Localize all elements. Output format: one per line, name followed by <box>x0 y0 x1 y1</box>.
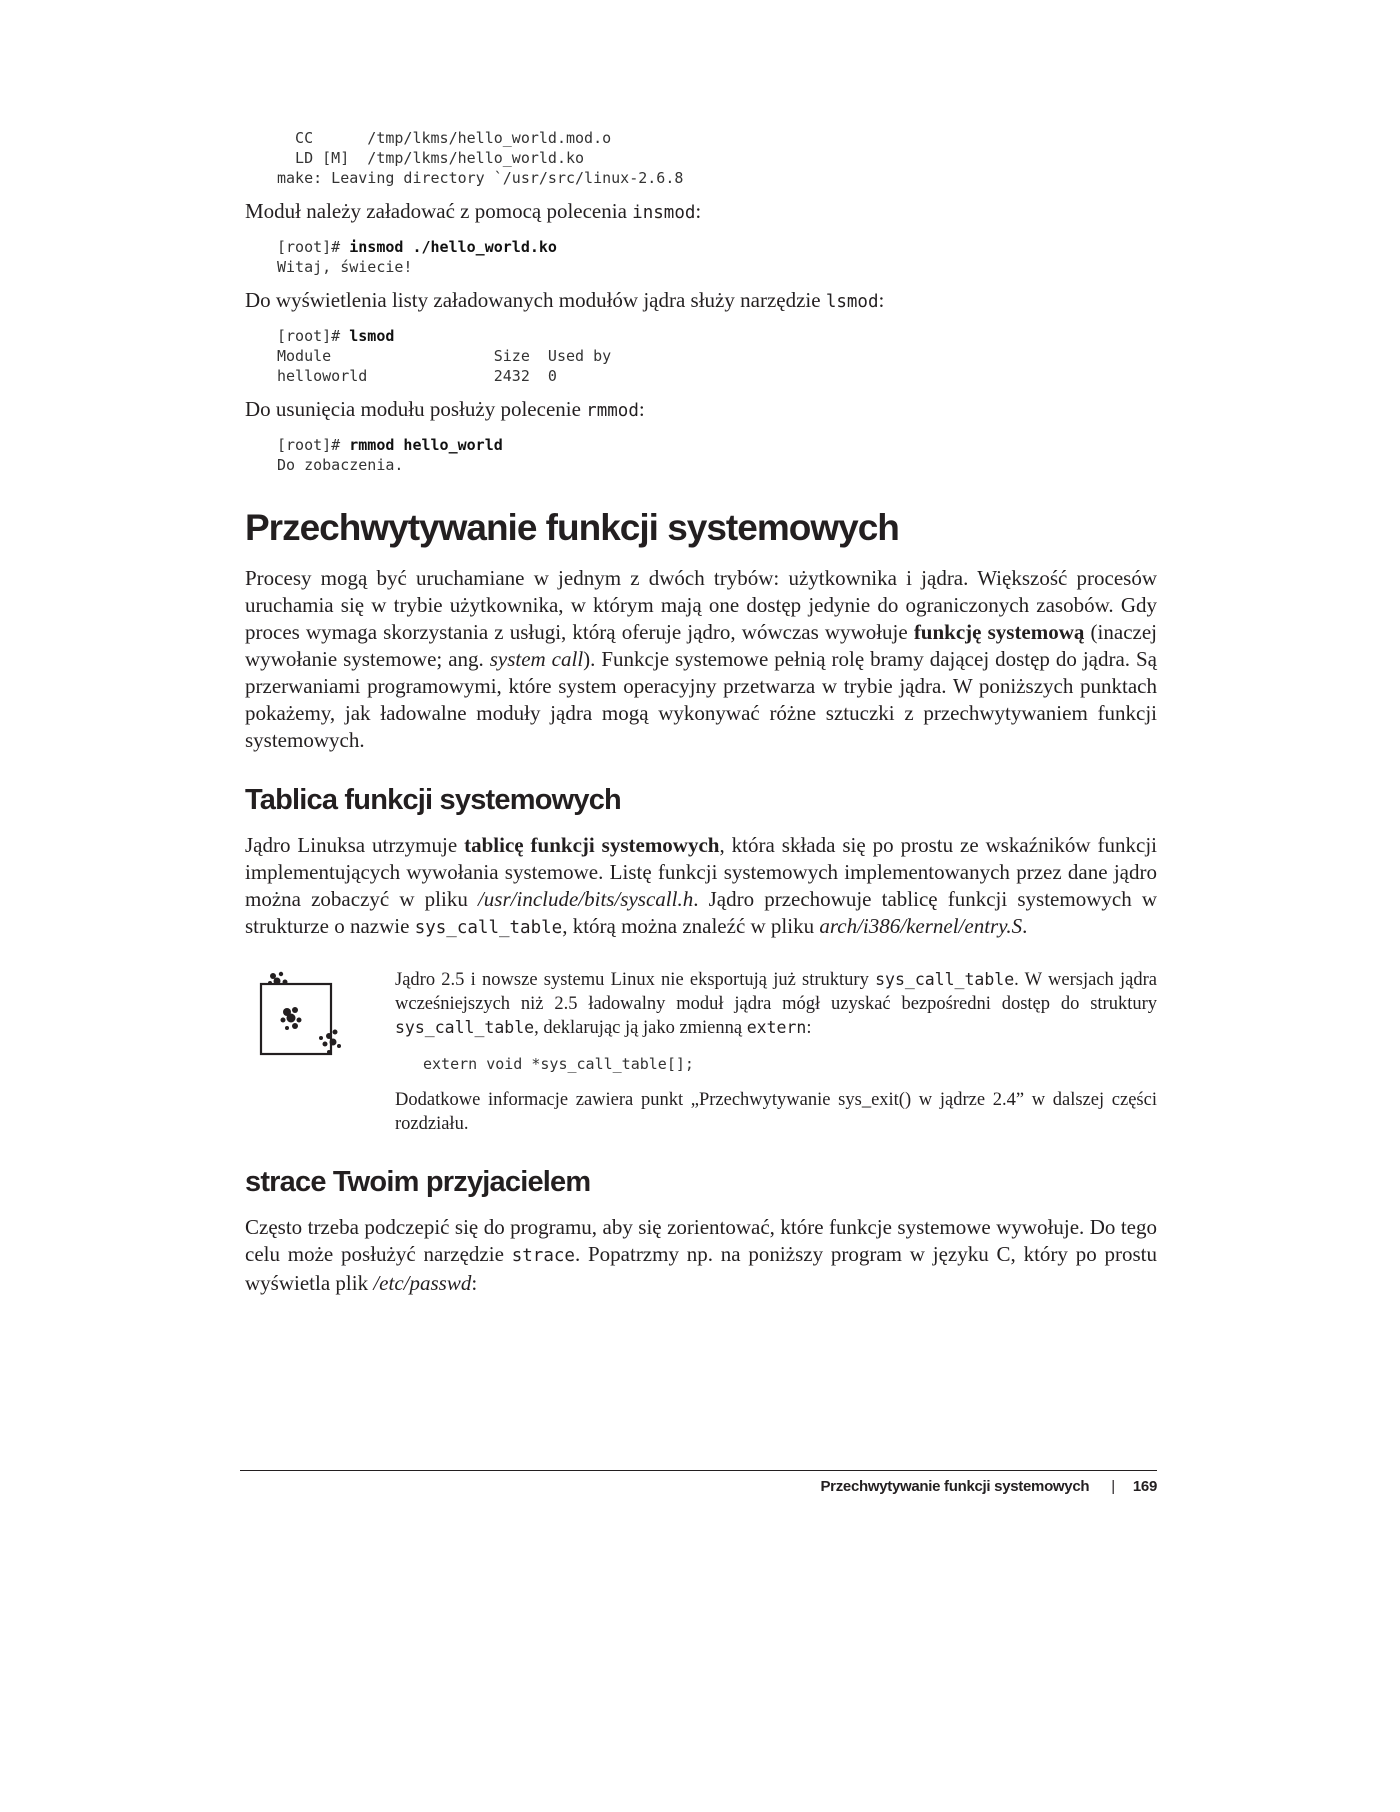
inline-code: sys_call_table <box>414 918 563 938</box>
inline-code: sys_call_table <box>875 970 1015 989</box>
paragraph-strace <box>245 1214 1157 1297</box>
code-line: extern void *sys_call_table[]; <box>423 1055 694 1073</box>
text: : <box>695 199 702 223</box>
text: . W wersjach jądra wcześniejszych niż 2.5 ładowalny moduł jądra mógł uzyskać bezpośredni dostęp do struktury <box>395 970 1157 1014</box>
code-output: Module Size Used by <box>277 347 612 365</box>
text: ). Funkcje systemowe pełnią rolę bramy dającej dostęp do jądra. Są przerwaniami programowymi, które system operacyjny przetwarza w trybie jądra. W poniższych punktach pokażemy, jak ładowalne moduły jądra mogą wykonywać różne sztuczki z przechwytywaniem funkcji systemowych. <box>245 647 1158 752</box>
inline-code: rmmod <box>586 401 639 421</box>
italic-term: system call <box>489 647 584 671</box>
prompt: [root]# <box>277 238 350 256</box>
prompt: [root]# <box>277 327 350 345</box>
text: Jądro Linuksa utrzymuje <box>245 833 465 857</box>
text: , deklarując ją jako zmienną <box>534 1018 747 1038</box>
page-content <box>245 128 1157 1297</box>
code-line: LD [M] /tmp/lkms/hello_world.ko <box>277 149 585 167</box>
bold-term: tablicę funkcji systemowych <box>464 833 720 857</box>
text: Do wyświetlenia listy załadowanych modułów jądra służy narzędzie <box>245 288 826 312</box>
running-title: Przechwytywanie funkcji systemowych <box>820 1478 1090 1495</box>
text: Jądro 2.5 i nowsze systemu Linux nie eksportują już struktury <box>395 970 876 990</box>
footer-separator: | <box>1111 1478 1115 1495</box>
file-path: arch/i386/kernel/entry.S <box>819 914 1023 938</box>
code-block-rmmod <box>245 435 1157 475</box>
inline-code: strace <box>511 1246 575 1266</box>
paragraph-lsmod-intro <box>245 287 1157 316</box>
subsection-title: Tablica funkcji systemowych <box>245 784 621 816</box>
tarsier-warning-icon <box>259 968 359 1068</box>
text: . <box>1022 914 1028 938</box>
note-box <box>245 968 1157 1136</box>
page-number: 169 <box>1132 1478 1157 1495</box>
text: , którą można znaleźć w pliku <box>562 914 820 938</box>
text: Do usunięcia modułu posłuży polecenie <box>245 397 587 421</box>
paragraph-insmod-intro <box>245 198 1157 227</box>
paragraph-syscall-table <box>245 832 1157 942</box>
inline-code: sys_call_table <box>395 1018 535 1037</box>
text: : <box>471 1271 478 1295</box>
command: lsmod <box>349 327 395 345</box>
text: , która składa się po prostu ze wskaźników funkcji implementujących wywołania systemowe. Listę funkcji systemowych implementowanych przez dane jądro można zobaczyć w pliku <box>245 833 1158 911</box>
bold-term: funkcję systemową <box>913 620 1085 644</box>
text: Moduł należy załadować z pomocą polecenia <box>245 199 633 223</box>
prompt: [root]# <box>277 436 350 454</box>
code-line: CC /tmp/lkms/hello_world.mod.o <box>277 129 612 147</box>
subsection-title: strace Twoim przyjacielem <box>245 1166 591 1198</box>
paragraph-syscalls-intro <box>245 565 1157 754</box>
command: insmod ./hello_world.ko <box>349 238 557 256</box>
code-block-extern <box>395 1054 1157 1074</box>
footer-rule <box>240 1470 1157 1471</box>
code-line: make: Leaving directory `/usr/src/linux-2.6.8 <box>277 169 684 187</box>
code-output: Do zobaczenia. <box>277 456 404 474</box>
text: : <box>878 288 885 312</box>
text: . Jądro przechowuje tablicę funkcji systemowych w strukturze o nazwie <box>245 887 1157 938</box>
text: . Popatrzmy np. na poniższy program w języku C, który po prostu wyświetla plik <box>245 1242 1157 1295</box>
code-output: Witaj, świecie! <box>277 258 413 276</box>
code-block-lsmod <box>245 326 1157 386</box>
code-output: helloworld 2432 0 <box>277 367 557 385</box>
code-block-insmod <box>245 237 1157 277</box>
text: (inaczej wywołanie systemowe; ang. <box>245 620 1157 671</box>
command: rmmod hello_world <box>349 436 503 454</box>
note-paragraph <box>395 968 1157 1040</box>
section-title: Przechwytywanie funkcji systemowych <box>245 507 899 548</box>
file-path: /etc/passwd <box>373 1271 472 1295</box>
footer-text <box>240 1478 1157 1495</box>
text: Procesy mogą być uruchamiane w jednym z dwóch trybów: użytkownika i jądra. Większość procesów uruchamia się w trybie użytkownika, w którym mają one dostęp jedynie do ograniczonych zasobów. Gdy proces wymaga skorzystania z usługi, którą oferuje jądro, wówczas wywołuje <box>245 566 1157 644</box>
text: Często trzeba podczepić się do programu, aby się zorientować, które funkcje systemowe wywołuje. Do tego celu może posłużyć narzędzie <box>245 1215 1157 1266</box>
inline-code: lsmod <box>825 292 879 312</box>
page-footer <box>240 1470 1157 1495</box>
inline-code: extern <box>746 1018 807 1037</box>
paragraph-rmmod-intro <box>245 396 1157 425</box>
code-block-make-output <box>245 128 1157 188</box>
file-path: /usr/include/bits/syscall.h <box>477 887 694 911</box>
text: : <box>806 1018 812 1038</box>
text: : <box>638 397 645 421</box>
note-paragraph: Dodatkowe informacje zawiera punkt „Przechwytywanie sys_exit() w jądrze 2.4” w dalszej części rozdziału. <box>395 1090 1157 1134</box>
inline-code: insmod <box>632 203 696 223</box>
